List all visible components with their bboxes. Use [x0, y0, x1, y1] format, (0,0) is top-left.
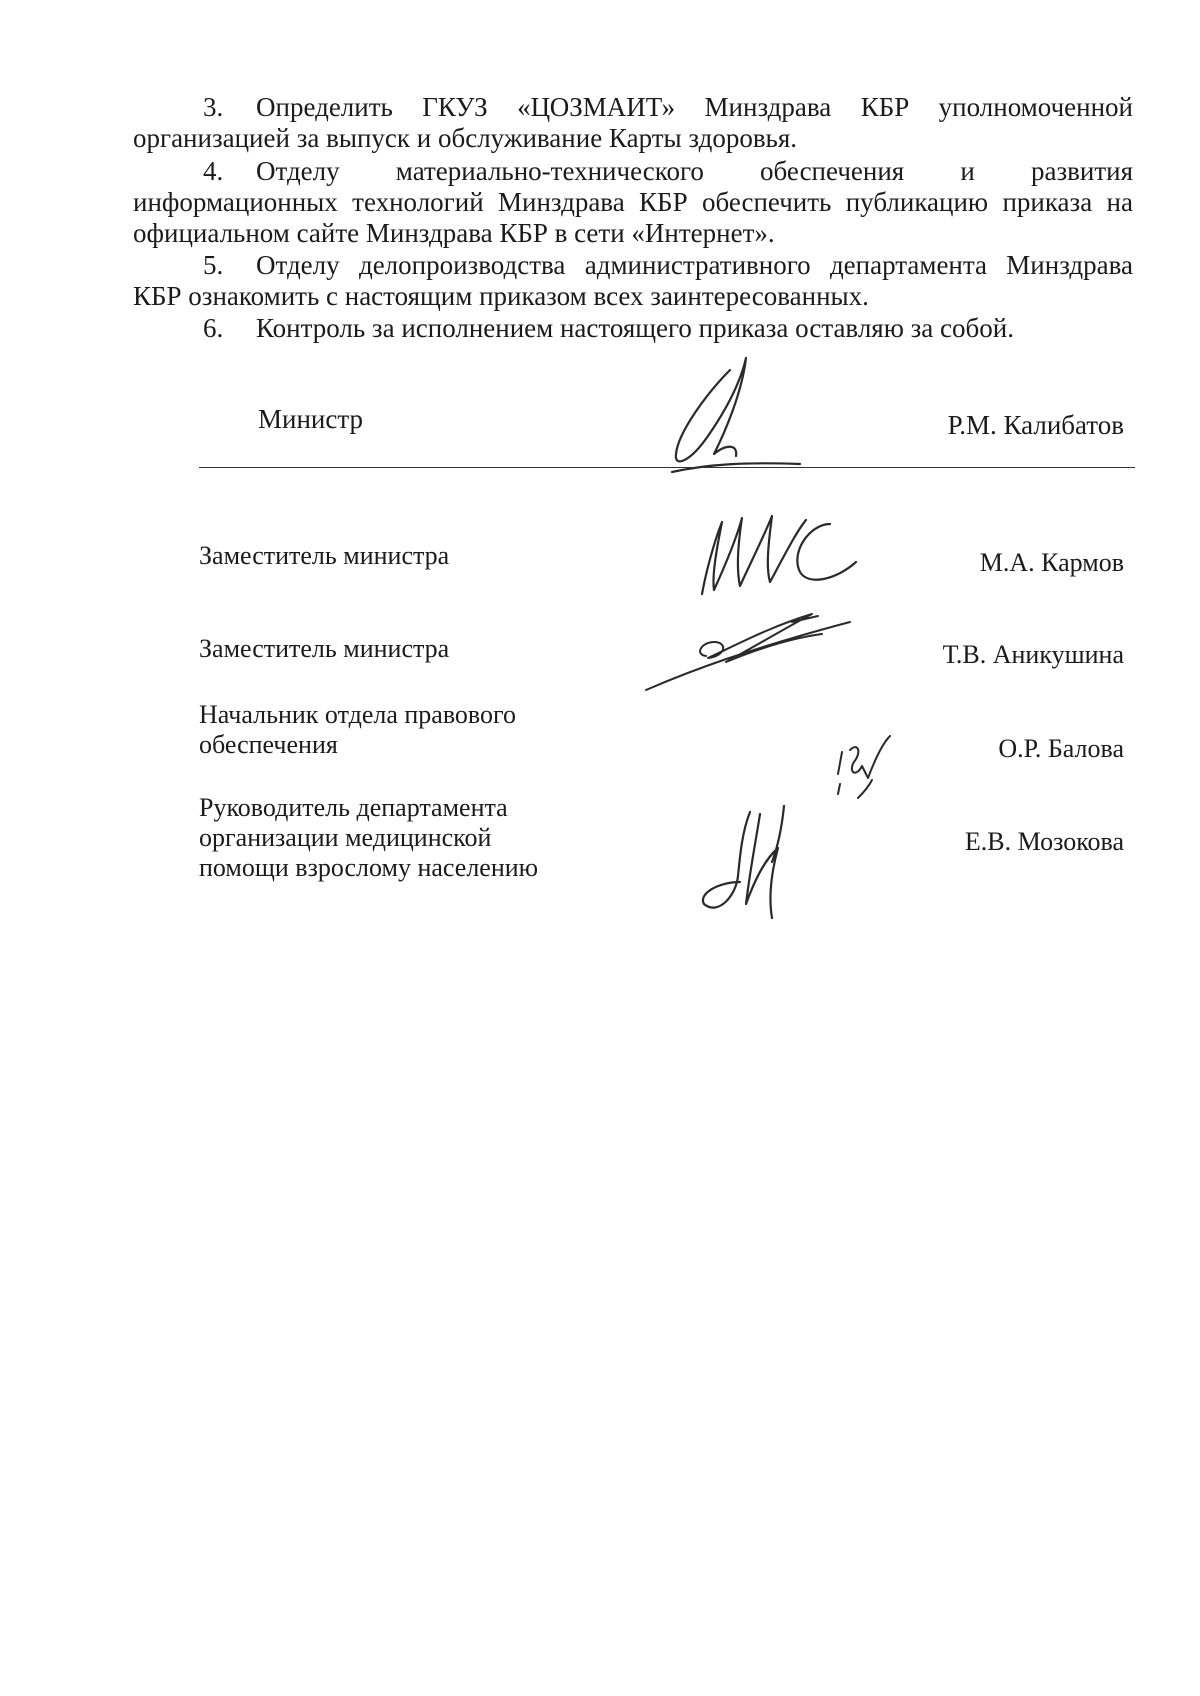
approver-1-name: М.А. Кармов [979, 548, 1124, 577]
item-text-line: организацией за выпуск и обслуживание Карты здоровья. [133, 123, 798, 153]
item-text-line: официальном сайте Минздрава КБР в сети «Интернет». [133, 218, 775, 248]
item-text-line: Отделу делопроизводства административного департамента Минздрава [256, 250, 1133, 280]
item-text-line: Определить ГКУЗ «ЦОЗМАИТ» Минздрава КБР уполномоченной [256, 92, 1133, 122]
item-text-line: КБР ознакомить с настоящим приказом всех заинтересованных. [133, 281, 869, 311]
item-number: 3. [203, 92, 224, 122]
order-item-3 [133, 92, 1133, 154]
item-number: 6. [203, 313, 224, 343]
order-item-5 [133, 250, 1133, 312]
order-item-6 [133, 313, 1133, 344]
approver-2-title: Заместитель министра [199, 634, 450, 663]
item-text-line: Отделу материально-технического обеспечения и развития [256, 156, 1133, 186]
item-text-line: информационных технологий Минздрава КБР обеспечить публикацию приказа на [133, 187, 1133, 217]
approver-2-signature [642, 596, 862, 696]
approver-3-signature [832, 722, 902, 802]
item-number: 5. [203, 250, 224, 280]
minister-signature [668, 352, 808, 477]
minister-name: Р.М. Калибатов [947, 410, 1124, 440]
item-text-line: Контроль за исполнением настоящего приказа оставляю за собой. [256, 313, 1014, 343]
item-number: 4. [203, 156, 224, 186]
order-item-4 [133, 156, 1133, 249]
approver-4-title: Руководитель департамента организации медицинской помощи взрослому населению [199, 793, 539, 882]
approver-4-name: Е.В. Мозокова [964, 827, 1124, 856]
signature-divider-line [199, 467, 1135, 468]
approver-2-name: Т.В. Аникушина [942, 640, 1124, 669]
approver-4-signature [698, 800, 808, 925]
approver-3-title: Начальник отдела правового обеспечения [199, 700, 517, 759]
approver-3-name: О.Р. Балова [998, 734, 1124, 763]
approver-1-title: Заместитель министра [199, 541, 450, 570]
approver-1-signature [690, 502, 880, 602]
minister-title: Министр [258, 404, 363, 434]
